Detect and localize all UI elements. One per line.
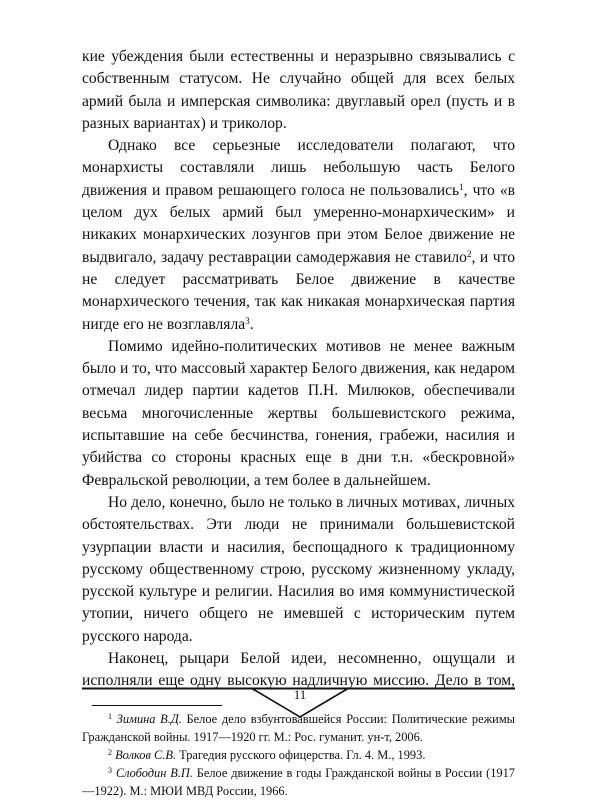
footnote-ref-3[interactable]: 3	[245, 315, 250, 326]
paragraph-2-part-d: .	[249, 315, 254, 333]
footnote-3-author: Слободин В.П.	[115, 765, 193, 780]
footnote-ref-1[interactable]: 1	[459, 181, 464, 192]
footnote-2-author: Волков С.В.	[115, 747, 176, 762]
paragraph-3: Помимо идейно-политических мотивов не менее важным было и то, что массовый характер Белого движения, как недаром отмечал лидер партии кадетов П.Н. Милюков, обеспечивали весьма многочисленные жертвы большевистского режима, испытавшие на себе бесчинства, гонения, грабежи, насилия и убийства со стороны красных еще в дни т.н. «бескровной» Февральской революции, а тем более в дальнейшем.	[82, 337, 515, 489]
footnote-ref-2[interactable]: 2	[466, 248, 472, 259]
paragraph-1: кие убеждения были естественны и неразрывно связывались с собственным статусом. Не случайно общей для всех белых армий была и имперская символика: двуглавый орел (пусть и в разных вариантах) и триколор.	[82, 48, 515, 132]
footnote-2	[82, 746, 515, 764]
paragraph-4: Но дело, конечно, было не только в личных мотивах, личных обстоятельствах. Эти люди не принимали большевистской узурпации власти и насилия, беспощадного к традиционному русскому общественному строю, русскому жизненному укладу, русской культуре и религии. Насилия во имя коммунистической утопии, ничего общего не имевшей с историческим путем русского народа.	[82, 493, 515, 645]
page-number: 11	[293, 687, 307, 702]
paragraph-5: Наконец, рыцари Белой идеи, несомненно, ощущали и исполняли еще одну высокую надличную миссию. Дело в том,	[82, 650, 515, 690]
footnote-1-text: Белое дело взбунтовавшейся России: Политические режимы Гражданской войны. 1917—1920 гг. М.: Рос. гуманит. ун-т, 2006.	[82, 711, 515, 744]
footnote-3	[82, 764, 515, 800]
paragraph-2-part-c: , и что не следует рассматривать Белое движение в качестве монархического течения, так как никакая монархическая партия нигде его не возглавляла	[82, 248, 515, 333]
paragraph-2-part-b: , что «в целом дух белых армий был умеренно-монархическим» и никаких монархических лозунгов при этом Белое движение не выдвигало, задачу реставрации самодержавия не ставило	[82, 181, 515, 266]
footnote-1-number: 1	[108, 711, 112, 721]
page-number-ornament	[0, 684, 600, 724]
footnote-2-number: 2	[108, 747, 112, 757]
paragraph-2-part-a: Однако все серьезные исследователи полагают, что монархисты составляли лишь небольшую часть Белого движения и правом решающего голоса не пользовались	[82, 137, 515, 199]
footnote-3-text: Белое движение в годы Гражданской войны в России (1917—1922). М.: МЮИ МВД России, 1966.	[82, 765, 515, 798]
footnote-2-text: Трагедия русского офицерства. Гл. 4. М., 1993.	[176, 747, 426, 762]
footnote-3-number: 3	[108, 765, 112, 775]
paragraph-2	[82, 135, 515, 336]
footnote-1-author: Зимина В.Д.	[116, 711, 182, 726]
